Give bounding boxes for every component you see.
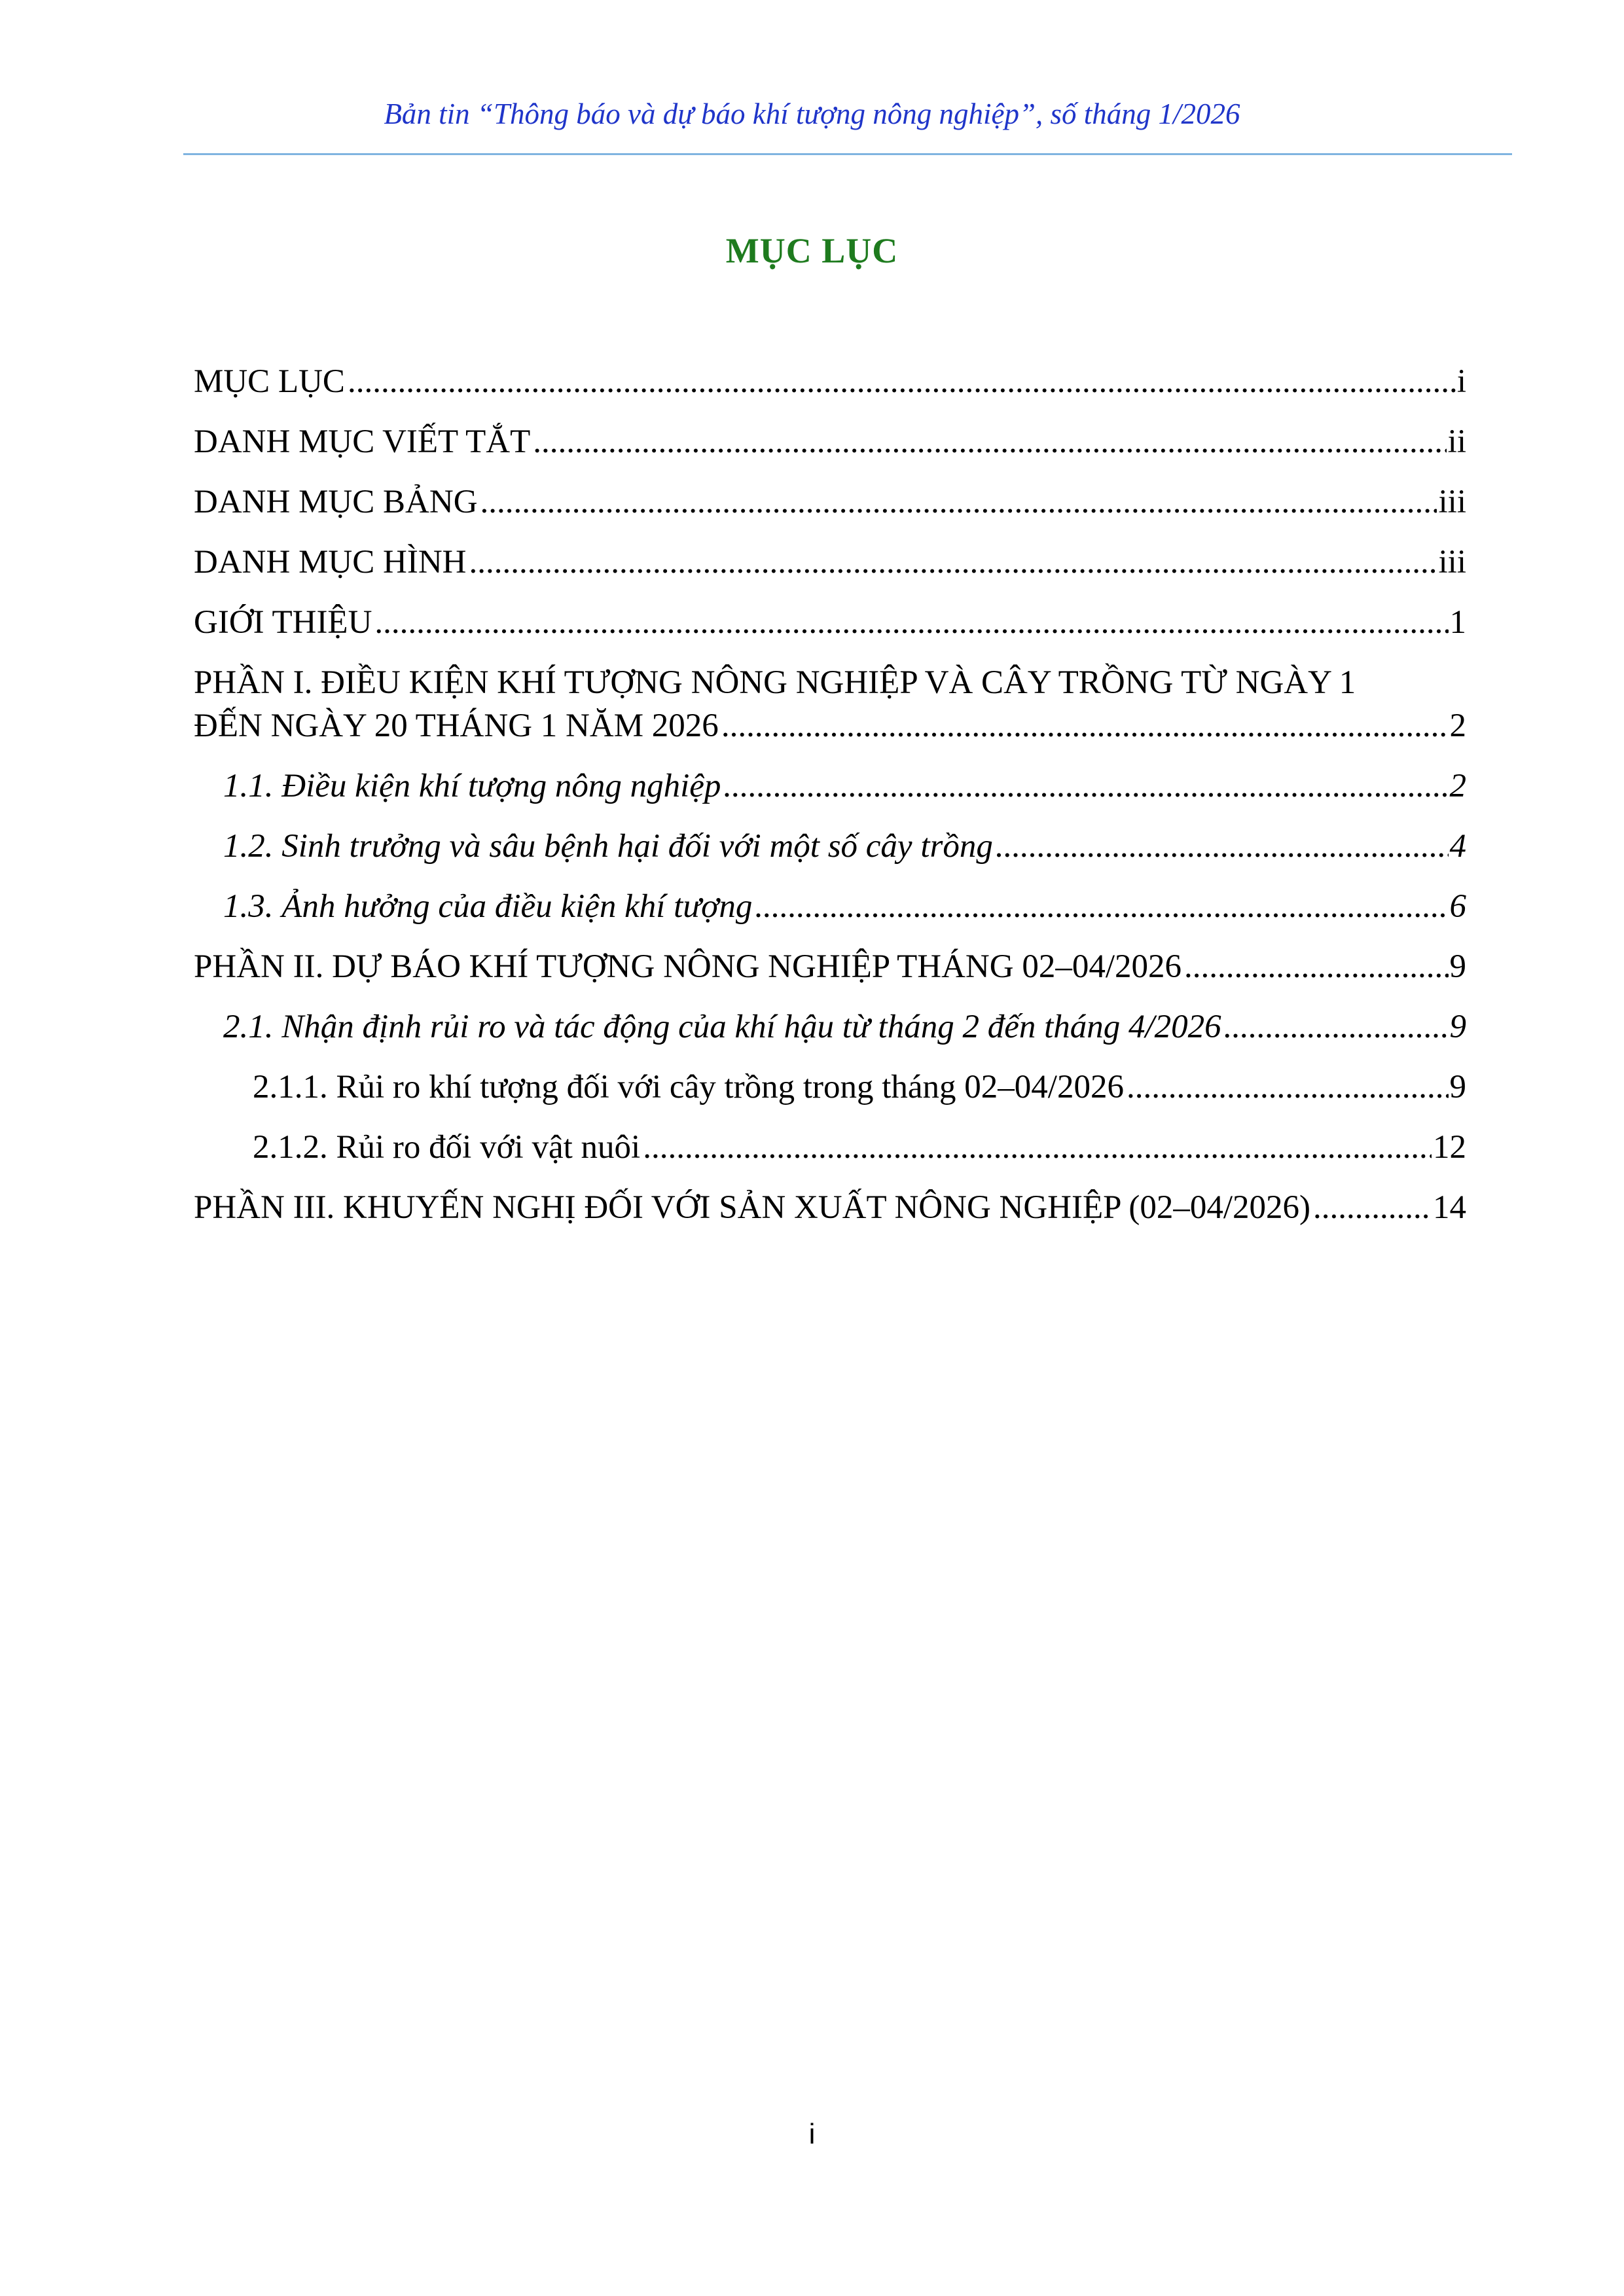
toc-entry-2-1-1[interactable]: 2.1.1. Rủi ro khí tượng đối với cây trồng trong tháng 02–04/2026 ..... 9 [253,1067,1466,1107]
toc-entry-phan-1[interactable]: ĐẾN NGÀY 20 THÁNG 1 NĂM 2026 ..... 2 [194,706,1466,746]
toc-heading: MỤC LỤC [725,231,899,270]
toc-page-number: 12 [1433,1129,1466,1166]
toc-page-number: 9 [1449,1069,1466,1105]
toc-page-number: 2 [1449,768,1466,804]
toc-page-number: 9 [1449,1009,1466,1045]
toc-page-number: 4 [1449,828,1466,865]
toc-entry-danh-muc-bang[interactable]: DANH MỤC BẢNG ..... iii [194,482,1466,522]
toc-page-number: ii [1447,423,1466,460]
toc-page-number: 14 [1433,1189,1466,1226]
toc-entry-2-1-2[interactable]: 2.1.2. Rủi ro đối với vật nuôi ..... 12 [253,1127,1466,1168]
toc-entry-danh-muc-viet-tat[interactable]: DANH MỤC VIẾT TẮT ..... ii [194,422,1466,462]
toc-page-number: iii [1438,544,1466,581]
toc-entry-1-1[interactable]: 1.1. Điều kiện khí tượng nông nghiệp ..... 2 [223,766,1466,806]
page-number: i [808,2118,816,2150]
toc-page-number: 6 [1449,888,1466,925]
toc-page-number: 1 [1449,604,1466,641]
toc-entry-phan-2[interactable]: PHẦN II. DỰ BÁO KHÍ TƯỢNG NÔNG NGHIỆP THÁNG 02–04/2026 ..... 9 [194,946,1466,987]
toc-entry-2-1[interactable]: 2.1. Nhận định rủi ro và tác động của khí hậu từ tháng 2 đến tháng 4/2026 ..... 9 [223,1007,1466,1047]
toc-entry-gioi-thieu[interactable]: GIỚI THIỆU ..... 1 [194,602,1466,643]
toc-entry-1-2[interactable]: 1.2. Sinh trưởng và sâu bệnh hại đối với một số cây trồng ..... 4 [223,826,1466,867]
header-divider [183,153,1512,155]
toc-entry-muc-luc[interactable]: MỤC LỤC ..... i [194,361,1466,402]
toc-entry-1-3[interactable]: 1.3. Ảnh hưởng của điều kiện khí tượng ..... 6 [223,886,1466,927]
toc-page-number: 2 [1449,708,1466,744]
toc-entry-phan-1-line1[interactable]: PHẦN I. ĐIỀU KIỆN KHÍ TƯỢNG NÔNG NGHIỆP VÀ CÂY TRỒNG TỪ NGÀY 1 [194,664,1356,701]
running-header: Bản tin “Thông báo và dự báo khí tượng nông nghiệp”, số tháng 1/2026 [384,98,1240,130]
toc-page-number: 9 [1449,948,1466,985]
toc-entry-danh-muc-hinh[interactable]: DANH MỤC HÌNH ..... iii [194,542,1466,583]
toc-page-number: i [1456,363,1466,400]
toc-entry-phan-3[interactable]: PHẦN III. KHUYẾN NGHỊ ĐỐI VỚI SẢN XUẤT NÔNG NGHIỆP (02–04/2026) ..... 14 [194,1187,1466,1228]
toc-page-number: iii [1438,484,1466,520]
